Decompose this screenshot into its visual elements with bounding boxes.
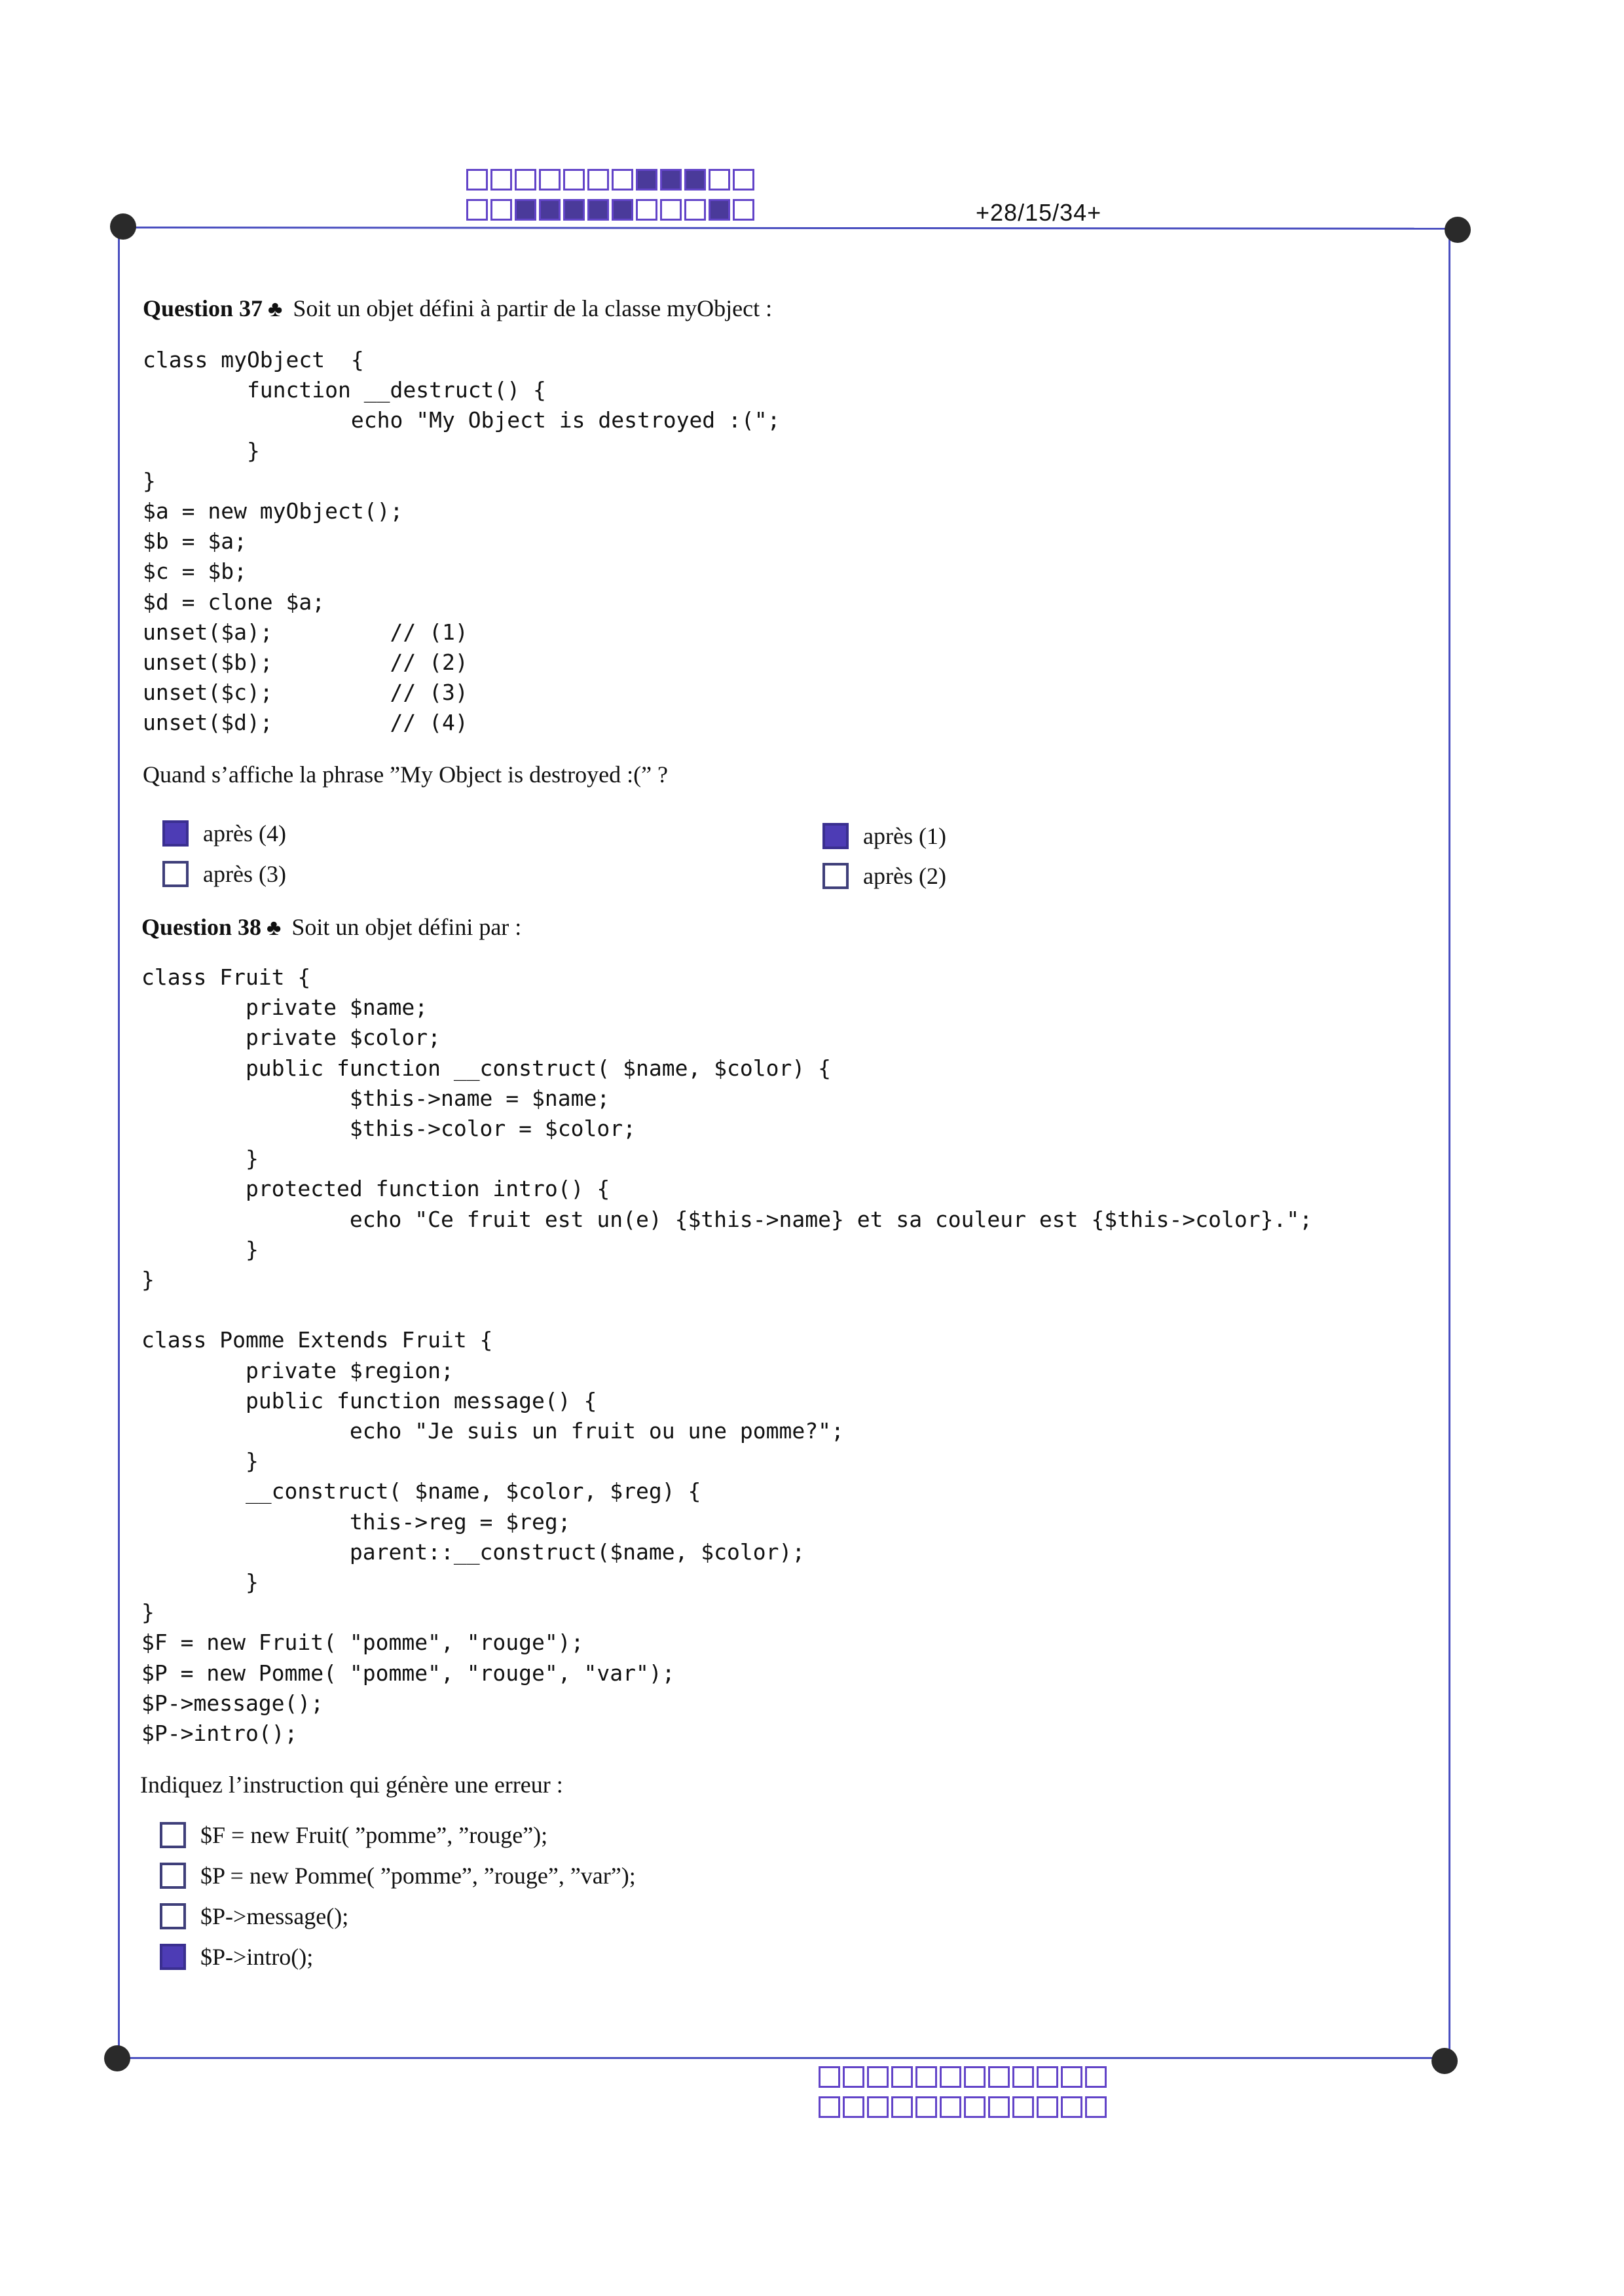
q37-choice-apres-2[interactable] bbox=[822, 862, 946, 890]
choice-label: après (3) bbox=[203, 861, 286, 887]
checkbox-icon[interactable] bbox=[160, 1903, 186, 1929]
choice-label: $F = new Fruit( ”pomme”, ”rouge”); bbox=[200, 1822, 548, 1848]
corner-mark-top-right bbox=[1445, 217, 1471, 243]
question-37-label: Question 37 bbox=[143, 295, 263, 321]
q38-choice-intro[interactable] bbox=[160, 1943, 313, 1971]
q37-choice-apres-4[interactable] bbox=[162, 820, 286, 847]
checkbox-checked-icon[interactable] bbox=[160, 1944, 186, 1970]
corner-mark-bottom-left bbox=[104, 2045, 130, 2071]
choice-label: $P->intro(); bbox=[200, 1944, 314, 1970]
question-37-prompt: Soit un objet défini à partir de la classe myObject : bbox=[293, 295, 773, 321]
choice-label: $P = new Pomme( ”pomme”, ”rouge”, ”var”); bbox=[200, 1863, 636, 1889]
frame-left bbox=[118, 226, 120, 2058]
sheet-id: +28/15/34+ bbox=[976, 199, 1102, 226]
checkbox-icon[interactable] bbox=[160, 1822, 186, 1848]
question-38-label: Question 38 bbox=[141, 914, 262, 940]
choice-label: après (2) bbox=[863, 863, 946, 889]
frame-top bbox=[123, 227, 1458, 230]
id-code-boxes-bottom-1 bbox=[819, 2066, 1107, 2088]
checkbox-icon[interactable] bbox=[822, 863, 849, 889]
club-icon: ♣ bbox=[268, 297, 283, 321]
question-38-header bbox=[141, 913, 521, 941]
id-code-boxes-bottom-2 bbox=[819, 2096, 1107, 2118]
choice-label: après (4) bbox=[203, 820, 286, 847]
q38-choice-new-fruit[interactable] bbox=[160, 1821, 547, 1849]
question-37-header bbox=[143, 295, 772, 322]
id-code-boxes-top-2 bbox=[466, 199, 754, 221]
corner-mark-bottom-right bbox=[1431, 2048, 1458, 2074]
choice-label: après (1) bbox=[863, 823, 946, 849]
corner-mark-top-left bbox=[110, 213, 136, 240]
question-37-code: class myObject { function __destruct() { echo "My Object is destroyed :("; } } $a = new myObject(); $b = $a; $c = $b; $d = clone $a; unset($a); // (1) unset($b); // (2) unset($c); // (3) unset($d); // (4) bbox=[143, 347, 781, 736]
checkbox-icon[interactable] bbox=[162, 861, 189, 887]
question-37-question: Quand s’affiche la phrase ”My Object is destroyed :(” ? bbox=[143, 761, 669, 788]
checkbox-checked-icon[interactable] bbox=[162, 820, 189, 847]
q38-choice-new-pomme[interactable] bbox=[160, 1862, 636, 1889]
checkbox-checked-icon[interactable] bbox=[822, 823, 849, 849]
club-icon: ♣ bbox=[267, 916, 282, 940]
q38-choice-message[interactable] bbox=[160, 1903, 348, 1930]
id-code-boxes-top-1 bbox=[466, 169, 754, 191]
question-38-prompt: Soit un objet défini par : bbox=[291, 914, 522, 940]
question-38-question: Indiquez l’instruction qui génère une erreur : bbox=[140, 1772, 563, 1798]
frame-right bbox=[1449, 229, 1450, 2057]
choice-label: $P->message(); bbox=[200, 1903, 349, 1929]
checkbox-icon[interactable] bbox=[160, 1863, 186, 1889]
question-38-code: class Fruit { private $name; private $color; public function __construct( $name, $color) { $this->name = $name; $this->color = $color; } protected function intro() { echo "Ce fruit est un(e) {$this->name} et sa couleur est {$this->color}."; } } class Pomme Extends Fruit { private $region; public function message() { echo "Je suis un fruit ou une pomme?"; } __construct( $name, $color, $reg) { this->reg = $reg; parent::__construct($name, $color); } } $F = new Fruit( "pomme", "rouge"); $P = new Pomme( "pomme", "rouge", "var"); $P->message(); $P->intro(); bbox=[141, 964, 1313, 1747]
q37-choice-apres-3[interactable] bbox=[162, 860, 286, 888]
q37-choice-apres-1[interactable] bbox=[822, 822, 946, 850]
frame-bottom bbox=[118, 2057, 1451, 2059]
